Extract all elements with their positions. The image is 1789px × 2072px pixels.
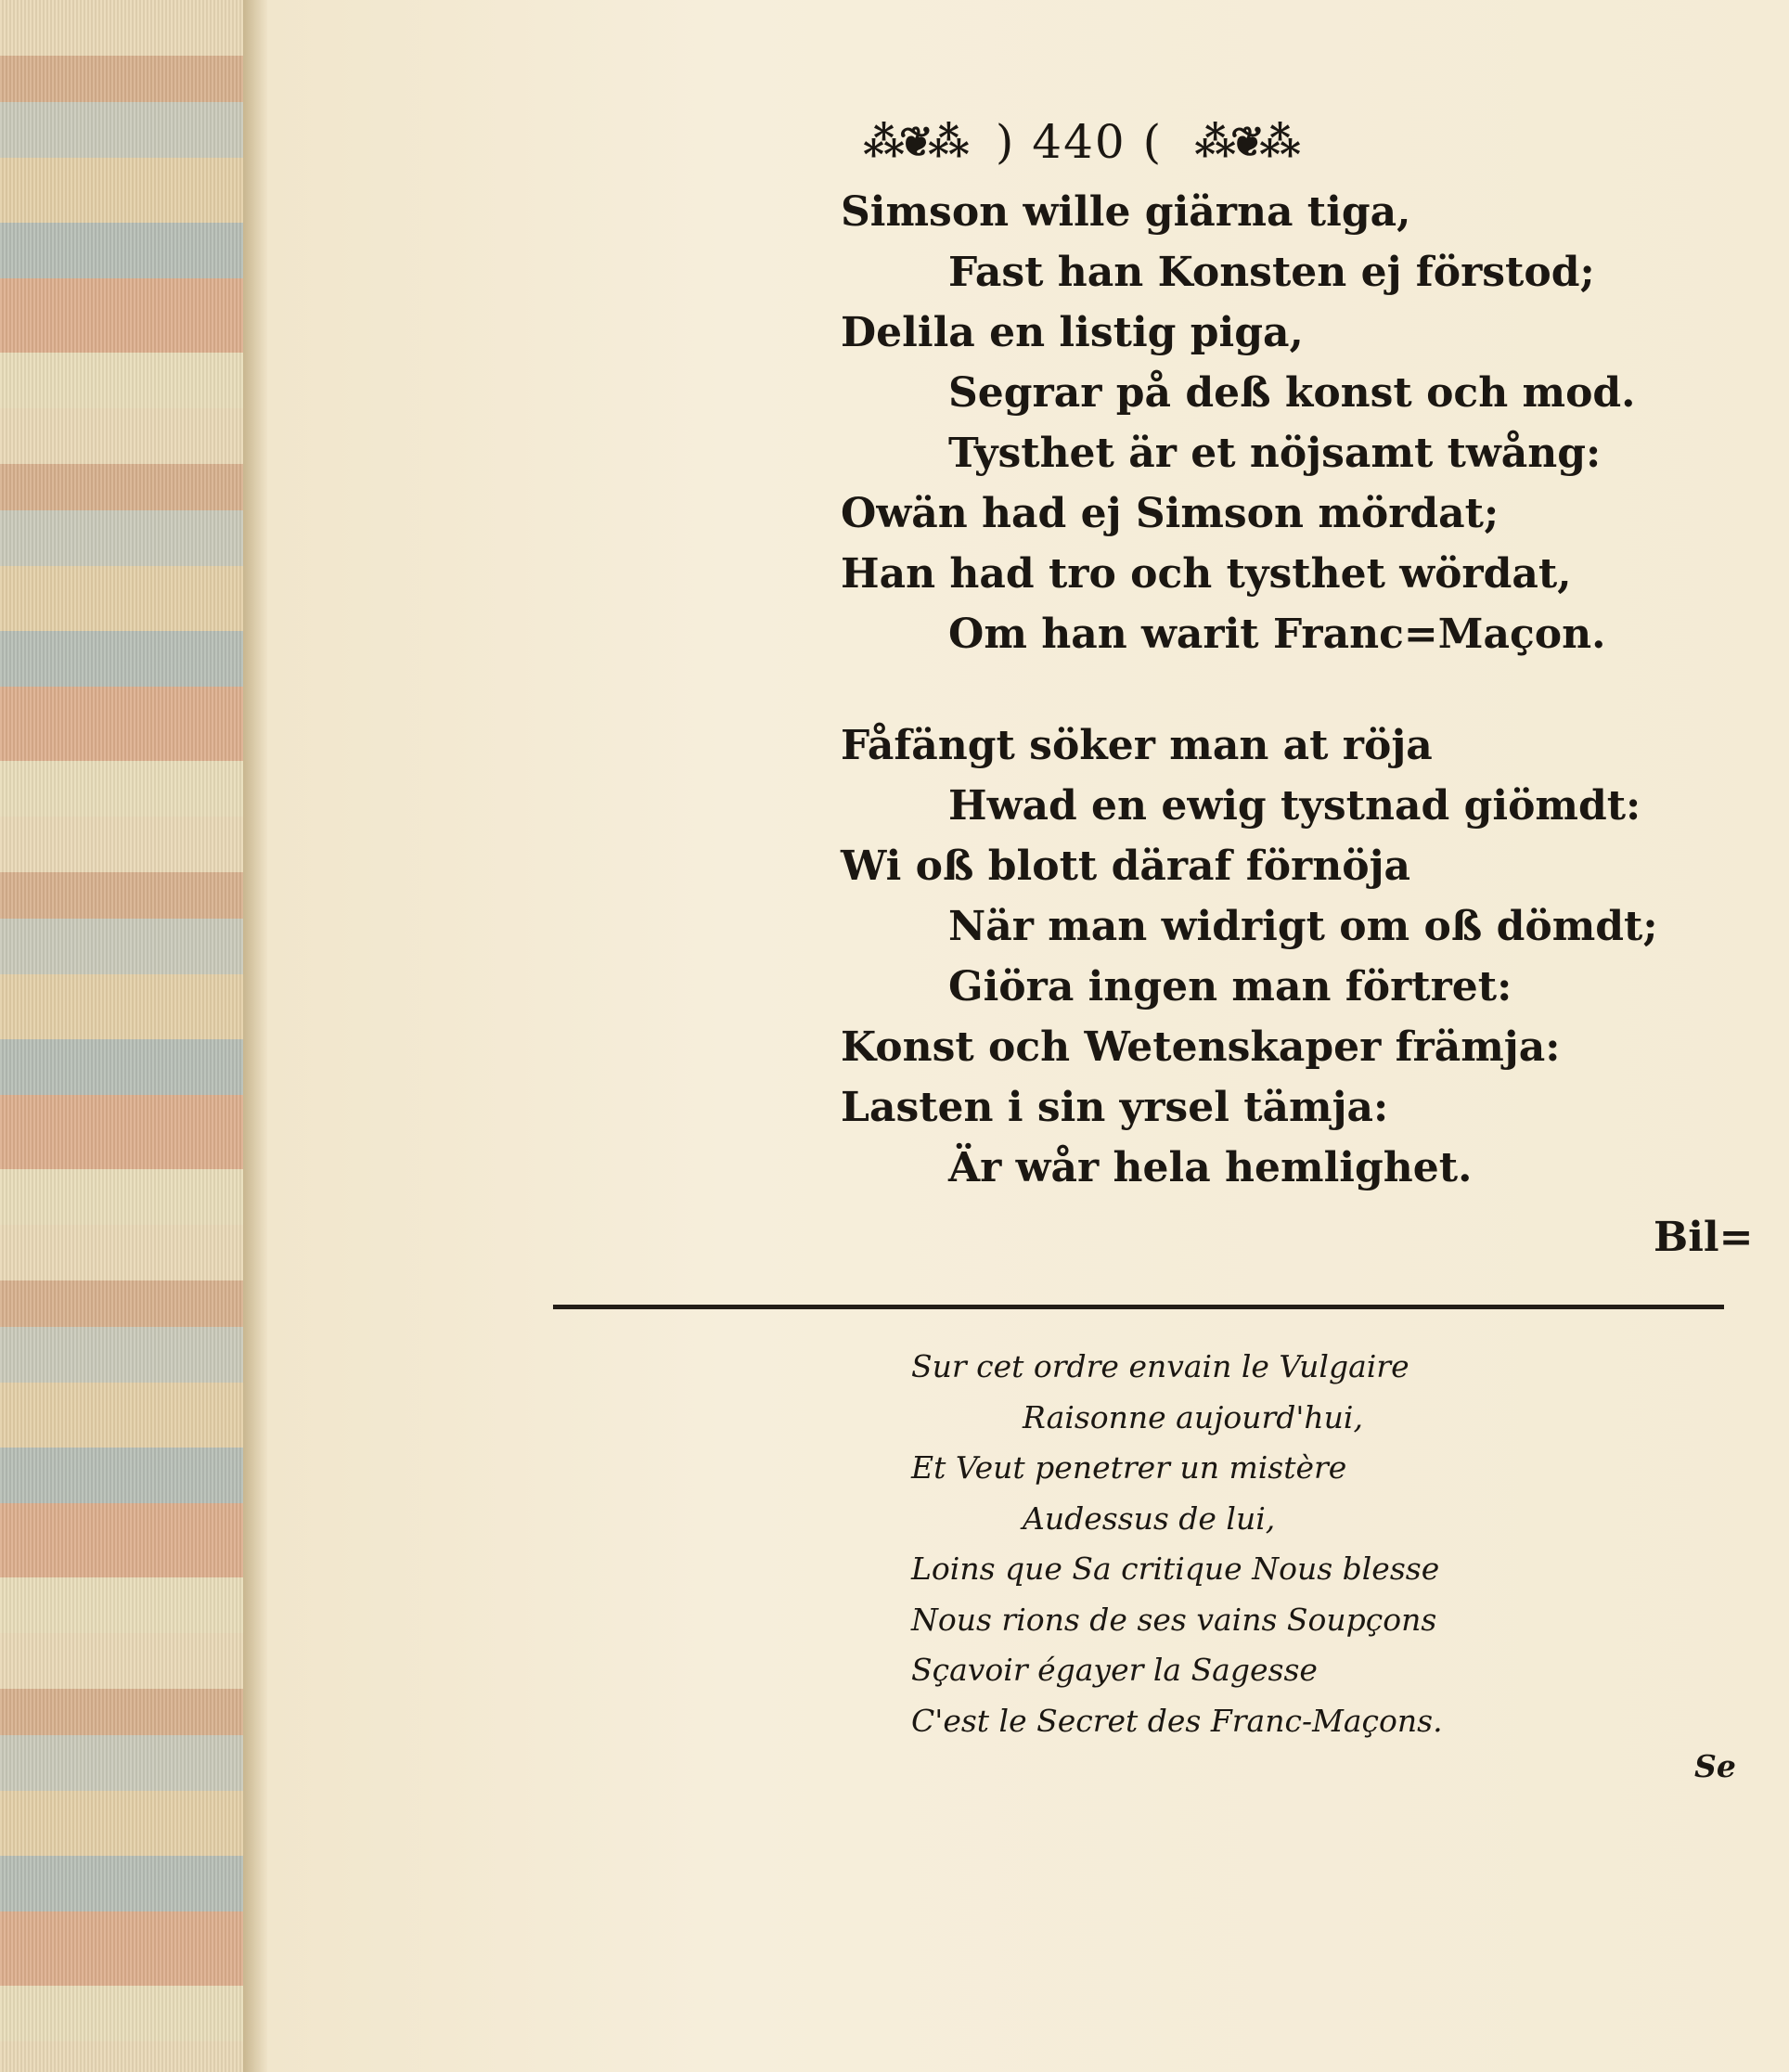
poem-line: När man widrigt om oß dömdt; <box>948 903 1658 950</box>
poem-line: Simson wille giärna tiga, <box>841 188 1411 236</box>
verse-line: C'est le Secret des Franc-Maçons. <box>911 1702 1443 1739</box>
verse-line: Audessus de lui, <box>1023 1499 1276 1537</box>
poem-line: Han had tro och tysthet wördat, <box>841 550 1572 598</box>
poem-line: Fåfängt söker man at röja <box>841 722 1433 769</box>
poem-line: Om han warit Franc=Maçon. <box>948 611 1606 658</box>
poem-line: Delila en listig piga, <box>841 309 1304 356</box>
catchword: Bil= <box>1654 1214 1754 1261</box>
book-fore-edge <box>0 0 247 2072</box>
verse-line: Sçavoir égayer la Sagesse <box>911 1652 1318 1688</box>
verse-line: Sur cet ordre envain le Vulgaire <box>911 1348 1409 1384</box>
poem-line: Fast han Konsten ej förstod; <box>948 249 1595 296</box>
poem-line: Wi oß blott däraf förnöja <box>841 843 1411 890</box>
poem-line: Segrar på deß konst och mod. <box>948 369 1636 417</box>
page-gutter <box>243 0 267 2072</box>
verse-line: Et Veut penetrer un mistère <box>911 1449 1347 1486</box>
verse-line: Nous rions de ses vains Soupçons <box>911 1601 1437 1638</box>
verse-line: Loins que Sa critique Nous blesse <box>911 1551 1440 1587</box>
french-verse <box>911 1342 1672 1746</box>
ornament-right-icon: ⁂❦⁂ <box>1194 118 1296 166</box>
poem-line: Hwad en ewig tystnad giömdt: <box>948 782 1641 830</box>
swedish-poem <box>841 182 1731 1198</box>
poem-line: Owän had ej Simson mördat; <box>841 490 1499 537</box>
poem-line: Tysthet är et nöjsamt twång: <box>948 430 1602 477</box>
catchword: Se <box>1694 1748 1736 1784</box>
stanza-gap <box>841 664 1731 715</box>
verse-line: Raisonne aujourd'hui, <box>1023 1398 1363 1435</box>
poem-line: Är wår hela hemlighet. <box>948 1144 1473 1191</box>
poem-line: Giöra ingen man förtret: <box>948 963 1512 1010</box>
footnote-divider <box>553 1305 1724 1309</box>
page-header <box>863 109 1401 174</box>
ornament-left-icon: ⁂❦⁂ <box>863 118 964 166</box>
page-number: ) 440 ( <box>995 115 1164 169</box>
poem-line: Lasten i sin yrsel tämja: <box>841 1084 1389 1131</box>
poem-line: Konst och Wetenskaper främja: <box>841 1023 1561 1071</box>
